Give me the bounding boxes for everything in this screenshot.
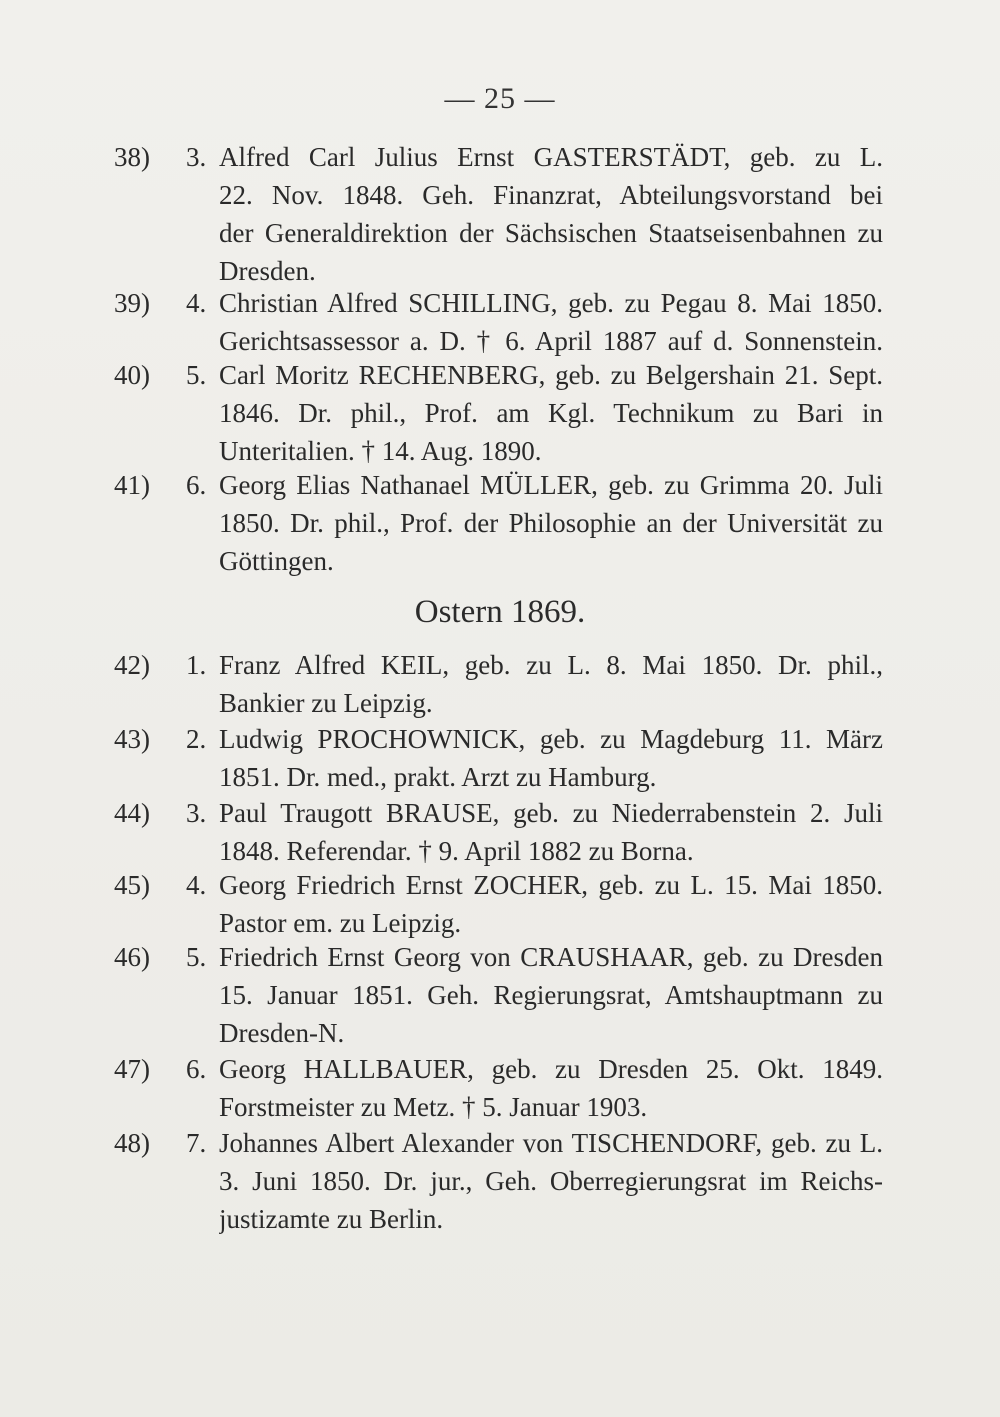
entry-line: 1850. Dr. phil., Prof. der Philosophie an der Universität zu [219,508,883,538]
entry-line: 15. Januar 1851. Geh. Regierungsrat, Amtshauptmann zu [219,980,883,1010]
entry-number: 48) [114,1128,150,1158]
entry-number: 47) [114,1054,150,1084]
entry-class-number: 6. [186,470,207,500]
entry-line: Gerichtsassessor a. D. † 6. April 1887 auf d. Sonnenstein. [219,326,883,356]
entry-line: der Generaldirektion der Sächsischen Staatseisenbahnen zu [219,218,883,248]
entry-class-number: 5. [186,942,207,972]
entry-line: Carl Moritz RECHENBERG, geb. zu Belgershain 21. Sept. [219,360,883,390]
entry-line: justizamte zu Berlin. [219,1204,444,1234]
entry-line: Georg Friedrich Ernst ZOCHER, geb. zu L. 15. Mai 1850. [219,870,883,900]
entry-line: 1846. Dr. phil., Prof. am Kgl. Technikum zu Bari in [219,398,883,428]
entry-line: Georg Elias Nathanael MÜLLER, geb. zu Grimma 20. Juli [219,470,883,500]
entry-line: Pastor em. zu Leipzig. [219,908,462,938]
entry-line: Franz Alfred KEIL, geb. zu L. 8. Mai 1850. Dr. phil., [219,650,883,680]
entry-line: 3. Juni 1850. Dr. jur., Geh. Oberregierungsrat im Reichs- [219,1166,883,1196]
entry-line: 1851. Dr. med., prakt. Arzt zu Hamburg. [219,762,657,792]
entry-line: Dresden. [219,256,316,286]
entry-line: Paul Traugott BRAUSE, geb. zu Niederrabenstein 2. Juli [219,798,883,828]
entry-line: 1848. Referendar. † 9. April 1882 zu Borna. [219,836,694,866]
entry-class-number: 1. [186,650,207,680]
entry-line: Georg HALLBAUER, geb. zu Dresden 25. Okt. 1849. [219,1054,883,1084]
entry-number: 42) [114,650,150,680]
section-heading: Ostern 1869. [414,594,586,630]
entry-class-number: 2. [186,724,207,754]
entry-class-number: 5. [186,360,207,390]
entry-line: Dresden-N. [219,1018,345,1048]
entry-class-number: 3. [186,798,207,828]
entry-class-number: 7. [186,1128,207,1158]
entry-line: Göttingen. [219,546,334,576]
entry-number: 38) [114,142,150,172]
entry-number: 45) [114,870,150,900]
entry-number: 43) [114,724,150,754]
page-number: — 25 — [444,82,556,115]
entry-class-number: 3. [186,142,207,172]
entry-number: 46) [114,942,150,972]
entry-line: 22. Nov. 1848. Geh. Finanzrat, Abteilungsvorstand bei [219,180,883,210]
entry-class-number: 4. [186,288,207,318]
entry-number: 40) [114,360,150,390]
entry-line: Bankier zu Leipzig. [219,688,433,718]
entry-number: 39) [114,288,150,318]
entry-line: Christian Alfred SCHILLING, geb. zu Pegau 8. Mai 1850. [219,288,883,318]
entry-number: 41) [114,470,150,500]
entry-class-number: 6. [186,1054,207,1084]
entry-line: Forstmeister zu Metz. † 5. Januar 1903. [219,1092,648,1122]
entry-line: Alfred Carl Julius Ernst GASTERSTÄDT, geb. zu L. [219,142,883,172]
entry-class-number: 4. [186,870,207,900]
entry-line: Ludwig PROCHOWNICK, geb. zu Magdeburg 11. März [219,724,883,754]
entry-line: Johannes Albert Alexander von TISCHENDORF, geb. zu L. [219,1128,883,1158]
entry-line: Friedrich Ernst Georg von CRAUSHAAR, geb. zu Dresden [219,942,883,972]
entry-number: 44) [114,798,150,828]
entry-line: Unteritalien. † 14. Aug. 1890. [219,436,542,466]
